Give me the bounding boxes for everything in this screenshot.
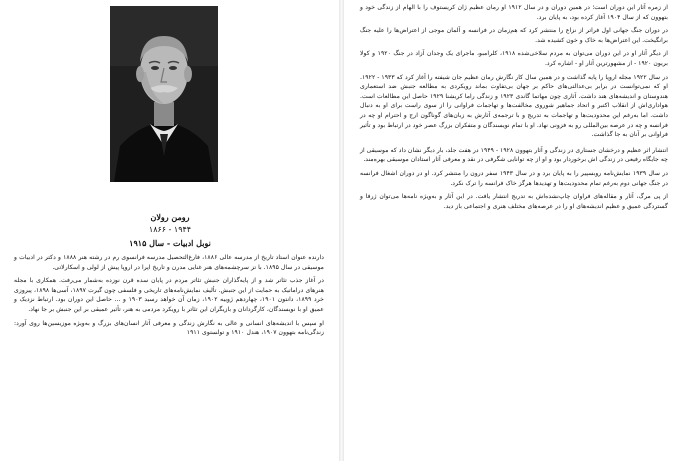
left-page: [0, 0, 338, 461]
right-body-text: [360, 3, 668, 215]
right-page: [345, 0, 685, 461]
left-paragraph: او سپس با اندیشه‌های انسانی و عالی به نگارش زندگی و معرفی آثار انسان‌های بزرگ و به‌ویژه موزیسین‌ها روی آورد: زندگی‌نامه بتهوون ۱۹۰۷، هندل ۱۹۱۰ و تولستوی ۱۹۱۱: [14, 319, 324, 337]
caption-years: ۱۹۴۴ - ۱۸۶۶: [148, 225, 192, 234]
left-body-text: [14, 253, 324, 342]
portrait-illustration: [110, 6, 218, 182]
caption-name: رومن رولان: [150, 212, 190, 222]
author-portrait: [110, 6, 218, 182]
right-paragraph: از پی مرگ، آثار و مقاله‌های فراوان چاپ‌نشده‌اش به تدریج انتشار یافت. در این آثار و به‌ویژه نامه‌ها می‌توان ژرفا و گستردگی عمیق و عظیم اندیشه‌های او را در عرصه‌های مختلف هنری و اجتماعی باز دید.: [360, 193, 668, 210]
left-paragraph: دارنده عنوان استاد تاریخ از مدرسه عالی ۱۸۸۶، فارغ‌التحصیل مدرسه فرانسوی رم در رشته هنر ۱۸۸۸ و دکتر در ادبیات و موسیقی در سال ۱۸۹۵. با تز سرچشمه‌های هنر غنایی مدرن و تاریخ اپرا در اروپا پیش از لولی و اسکارلاتی.: [14, 254, 325, 271]
left-paragraph: در آغاز جذب تئاتر شد و از پایه‌گذاران جنبش تئاتر مردم در پایان سده قرن نوزده به‌شمار می‌رفت. همکاری با مجله هنرهای دراماتیک به حمایت از این جنبش. تألیف نمایش‌نامه‌های تاریخی و فلسفی چون گیرت ۱۸۹۷، آسی‌ها ۱۸۹۸، پیروزی خرد ۱۸۹۹، دانتون ۱۹۰۱، چهاردهم ژوییه ۱۹۰۲، زمان آن خواهد رسید ۱۹۰۳ و ... حاصل این دوران بود. ارتباط نزدیک و عمیق او با نویسندگان، کارگردانان و بازیگران این تئاتر با رویکرد مردمی به هنر، تأثیر عمیقی بر این جنبش بر جا نهاد.: [14, 277, 324, 313]
caption-prize: نوبل ادبیات - سال ۱۹۱۵: [129, 238, 211, 248]
right-paragraph: از دیگر آثار او در این دوران می‌توان به مردم سلاخی‌شده ۱۹۱۸، کلرامبو، ماجرای یک وجدان آزاد در جنگ ۱۹۲۰ و کولا بریون ۱۹۲۰ - از مشهورترین آثار او - اشاره کرد.: [360, 50, 668, 67]
book-gutter: [339, 0, 344, 461]
right-paragraph: از زمره آثار این دوران است؛ در همین دوران و در سال ۱۹۱۲ او رمان عظیم ژان کریستوف را با الهام از زندگی خود و بتهوون که از سال ۱۹۰۴ آغاز کرده بود، به پایان برد.: [360, 4, 668, 21]
right-paragraph: در سال ۱۹۳۹ نمایش‌نامه روبسپیر را به پایان برد و در سال ۱۹۴۳ سفر درون را منتشر کرد. او در دوران اشغال فرانسه در جنگ جهانی دوم به‌رغم تمام محدودیت‌ها و تهدیدها هرگز خاک فرانسه را ترک نکرد.: [360, 169, 669, 187]
right-paragraph: در دوران جنگ جهانی اول فراتر از نزاع را منتشر کرد که هم‌زمان در فرانسه و آلمان موجی از اعتراض‌ها را علیه جنگ برانگیخت. این اعتراض‌ها به خاک و خون کشیده شد.: [360, 27, 668, 44]
right-paragraph: انتشار اثر عظیم و درخشان جستاری در زندگی و آثار بتهوون ۱۹۲۸ - ۱۹۴۹ در هفت جلد، بار دیگر نشان داد که موسیقی از چه جایگاه رفیعی در زندگی اش برخوردار بود و او از چه توانایی شگرفی در نقد و معرفی آثار استادان موسیقی بهره‌مند.: [360, 146, 669, 164]
right-paragraph: در سال ۱۹۲۲ مجله اروپا را پایه گذاشت و در همین سال کار نگارش رمان عظیم جان شیفته را آغاز کرد که ۱۹۳۳ - ۱۹۲۲. او که نمی‌توانست در برابر بی‌عدالتی‌های حاکم بر جهان بی‌تفاوت بماند رویکردی به مطالعه جنبش ضد استعماری هندوستان و اندیشه‌های هند داشت. آثاری چون مهاتما گاندی ۱۹۲۳ و زندگی راما کریشنا ۱۹۲۹ حاصل این مطالعات است. هواداری‌اش از انقلاب اکتبر و اتحاد جماهیر شوروی مخالفت‌ها و تهاجمات فراوانی را از سوی راست برای او به دنبال داشت. اما به‌رغم این محدودیت‌ها و تهاجمات به تدریج و با ترجمه‌ی آثارش به زبان‌های گوناگون ارج و احترام او چه در فرانسه و چه در عرصه بین‌المللی رو به فزونی نهاد. او با تمام نویسندگان و متفکران بزرگ عصر خود در ارتباط بود و تأثیر فراوانی بر آنان به جا گذاشت.: [360, 73, 668, 139]
